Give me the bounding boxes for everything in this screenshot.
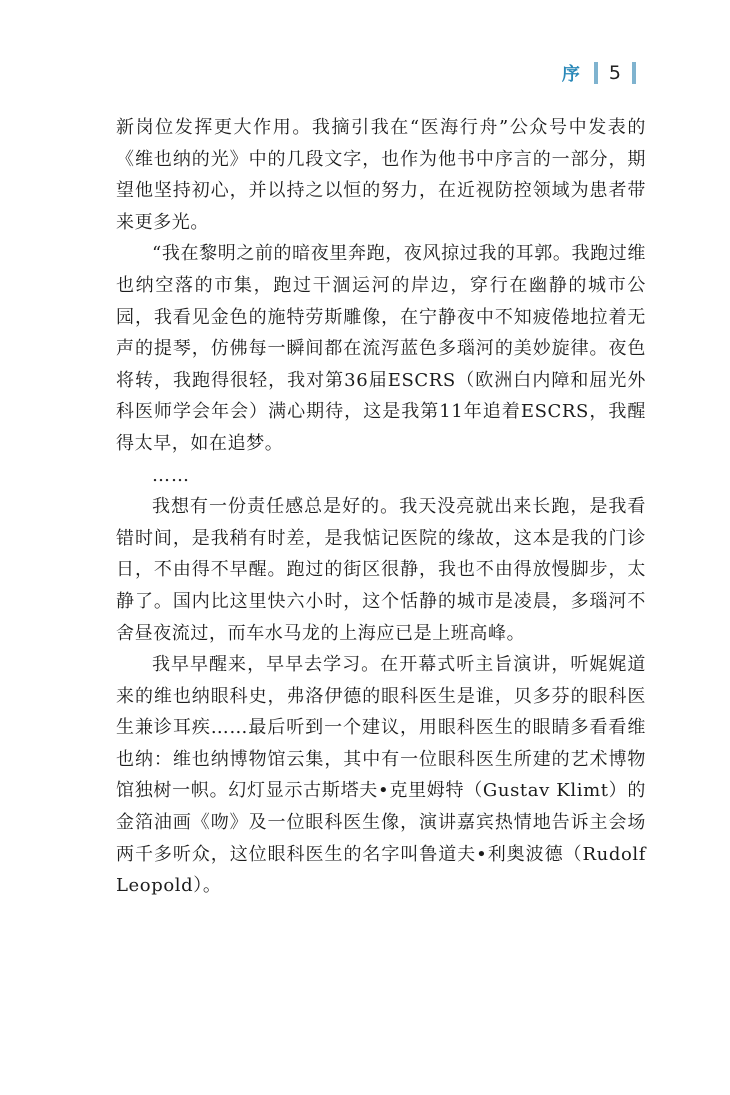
paragraph-quote-start: “我在黎明之前的暗夜里奔跑，夜风掠过我的耳郭。我跑过维也纳空落的市集，跑过干涸运河的岸边，穿行在幽静的城市公园，我看见金色的施特劳斯雕像，在宁静夜中不知疲倦地拉着无声的提琴，仿佛每一瞬间都在流泻蓝色多瑙河的美妙旋律。夜色将转，我跑得很轻，我对第36届ESCRS（欧洲白内障和屈光外科医师学会年会）满心期待，这是我第11年追着ESCRS，我醒得太早，如在追梦。	[116, 243, 646, 454]
section-title: 序	[561, 64, 580, 85]
paragraph-conference: 我早早醒来，早早去学习。在开幕式听主旨演讲，听娓娓道来的维也纳眼科史，弗洛伊德的眼科医生是谁，贝多芬的眼科医生兼诊耳疾……最后听到一个建议，用眼科医生的眼睛多看看维也纳：维也纳博物馆云集，其中有一位眼科医生所建的艺术博物馆独树一帜。幻灯显示古斯塔夫•克里姆特（Gustav Klimt）的金箔油画《吻》及一位眼科医生像，演讲嘉宾热情地告诉主会场两千多听众，这位眼科医生的名字叫鲁道夫•利奥波德（Rudolf Leopold）。	[116, 654, 646, 897]
ellipsis-break: ……	[152, 464, 190, 486]
paragraph-continued: 新岗位发挥更大作用。我摘引我在“医海行舟”公众号中发表的《维也纳的光》中的几段文字，也作为他书中序言的一部分，期望他坚持初心，并以持之以恒的努力，在近视防控领域为患者带来更多光。	[116, 117, 646, 233]
page-header	[562, 58, 636, 88]
paragraph-responsibility: 我想有一份责任感总是好的。我天没亮就出来长跑，是我看错时间，是我稍有时差，是我惦记医院的缘故，这本是我的门诊日，不由得不早醒。跑过的街区很静，我也不由得放慢脚步，太静了。国内比这里快六小时，这个恬静的城市是凌晨，多瑙河不舍昼夜流过，而车水马龙的上海应已是上班高峰。	[116, 496, 646, 644]
page-number: 5	[608, 62, 621, 84]
header-divider-left	[594, 62, 598, 84]
header-divider-right	[632, 62, 636, 84]
page-body	[116, 112, 646, 902]
